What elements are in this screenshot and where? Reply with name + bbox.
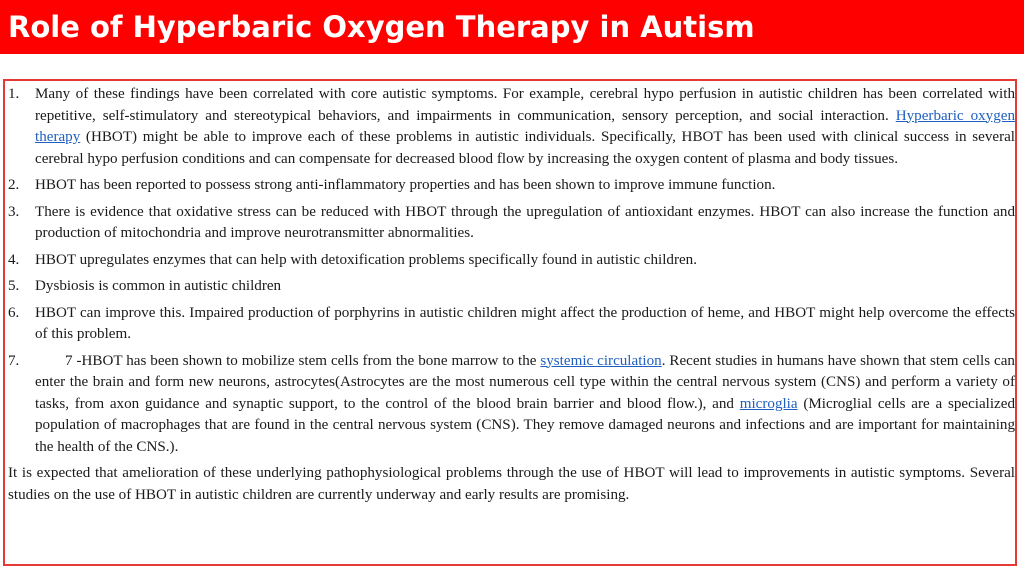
item-number: 1.: [8, 86, 20, 102]
list-item: [5, 84, 1017, 170]
item-number: 2.: [8, 177, 20, 193]
item-text: HBOT upregulates enzymes that can help with detoxification problems specifically found in autistic children.: [35, 251, 697, 268]
content-list: [5, 84, 1017, 506]
item-number: 7.: [8, 352, 20, 369]
list-item: [5, 202, 1017, 245]
list-item: [5, 276, 1017, 298]
item-text: There is evidence that oxidative stress can be reduced with HBOT through the upregulation of antioxidant enzymes. HBOT can also increase the function and production of mitochondria and improve neurotransmitter abnormalities.: [35, 203, 1015, 241]
item-text: 7 -HBOT has been shown to mobilize stem cells from the bone marrow to the systemic circulation. Recent studies in humans have shown that stem cells can enter the brain and form new neurons, astrocytes(Astrocytes are the most numerous cell type within the central nervous system (CNS) and perform a variety of tasks, from axon guidance and synaptic support, to the control of the blood brain barrier and blood flow.), and microglia (Microglial cells are a specialized population of macrophages that are found in the central nervous system (CNS). They remove damaged neurons and infections and are important for maintaining the health of the CNS.).: [35, 352, 1016, 455]
title-bar: [0, 0, 1024, 54]
item-text: HBOT can improve this. Impaired production of porphyrins in autistic children might affect the production of heme, and HBOT might help overcome the effects of this problem.: [35, 304, 1015, 342]
slide-title: Role of Hyperbaric Oxygen Therapy in Autism: [8, 10, 755, 44]
item-number: 3.: [8, 203, 20, 220]
list-item: [5, 303, 1017, 346]
list-item: [5, 351, 1017, 459]
list-item: [5, 175, 1017, 197]
microglia-link[interactable]: microglia: [739, 395, 798, 412]
item-text: Dysbiosis is common in autistic children: [35, 278, 282, 294]
hbot-link[interactable]: Hyperbaric oxygen therapy: [35, 107, 1015, 145]
list-item: [5, 250, 1017, 272]
item-number: 5.: [8, 278, 20, 294]
item-text: Many of these findings have been correlated with core autistic symptoms. For example, cerebral hypo perfusion in autistic children has been correlated with repetitive, self-stimulatory and stereotypical behaviors, and impairments in communication, sensory perception, and social interaction. Hyperbaric oxygen therapy (HBOT) might be able to improve each of these problems in autistic individuals. Specifically, HBOT has been used with clinical success in several cerebral hypo perfusion conditions and can compensate for decreased blood flow by increasing the oxygen content of plasma and body tissues.: [35, 86, 1015, 167]
closing-paragraph: It is expected that amelioration of these underlying pathophysiological problems through the use of HBOT will lead to improvements in autistic symptoms. Several studies on the use of HBOT in autistic children are currently underway and early results are promising.: [8, 465, 1015, 503]
item-number: 4.: [8, 251, 20, 268]
item-text: HBOT has been reported to possess strong anti-inflammatory properties and has been shown to improve immune function.: [35, 177, 776, 193]
item-number: 6.: [8, 304, 20, 321]
systemic-circulation-link[interactable]: systemic circulation: [540, 352, 662, 369]
